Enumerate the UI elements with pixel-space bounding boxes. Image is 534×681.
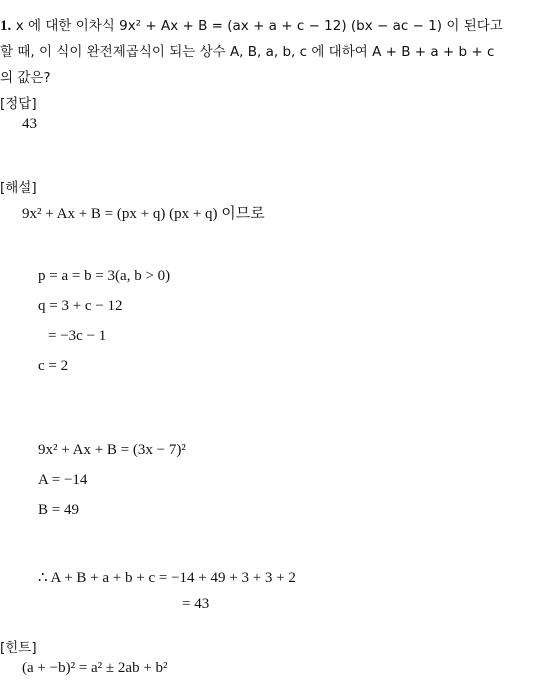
problem-text-line-1: x 에 대한 이차식 9x² + Ax + B = (ax + a + c − 12) (bx − ac − 1) 이 된다고: [15, 18, 503, 34]
problem-text-line-3: 의 값은?: [0, 70, 51, 86]
solution-label: [해설]: [0, 180, 37, 196]
solution-step: 9x² + Ax + B = (3x − 7)²: [38, 442, 186, 458]
solution-step: A = −14: [38, 472, 88, 488]
hint-formula: (a + −b)² = a² ± 2ab + b²: [22, 660, 168, 676]
solution-conclusion: ∴ A + B + a + b + c = −14 + 49 + 3 + 3 + 2: [38, 570, 296, 586]
answer-value: 43: [22, 116, 37, 132]
problem-number: 1.: [0, 18, 12, 34]
problem-line-1: [0, 14, 503, 35]
solution-step: p = a = b = 3(a, b > 0): [38, 268, 171, 284]
solution-result: = 43: [182, 596, 210, 612]
solution-step: B = 49: [38, 502, 79, 518]
solution-step: q = 3 + c − 12: [38, 298, 123, 314]
solution-step: c = 2: [38, 358, 69, 374]
solution-step: = −3c − 1: [48, 328, 107, 344]
answer-label: [정답]: [0, 96, 37, 112]
solution-intro: 9x² + Ax + B = (px + q) (px + q) 이므로: [22, 206, 265, 222]
hint-label: [힌트]: [0, 640, 37, 656]
problem-text-line-2: 할 때, 이 식이 완전제곱식이 되는 상수 A, B, a, b, c 에 대하여 A + B + a + b + c: [0, 44, 495, 60]
